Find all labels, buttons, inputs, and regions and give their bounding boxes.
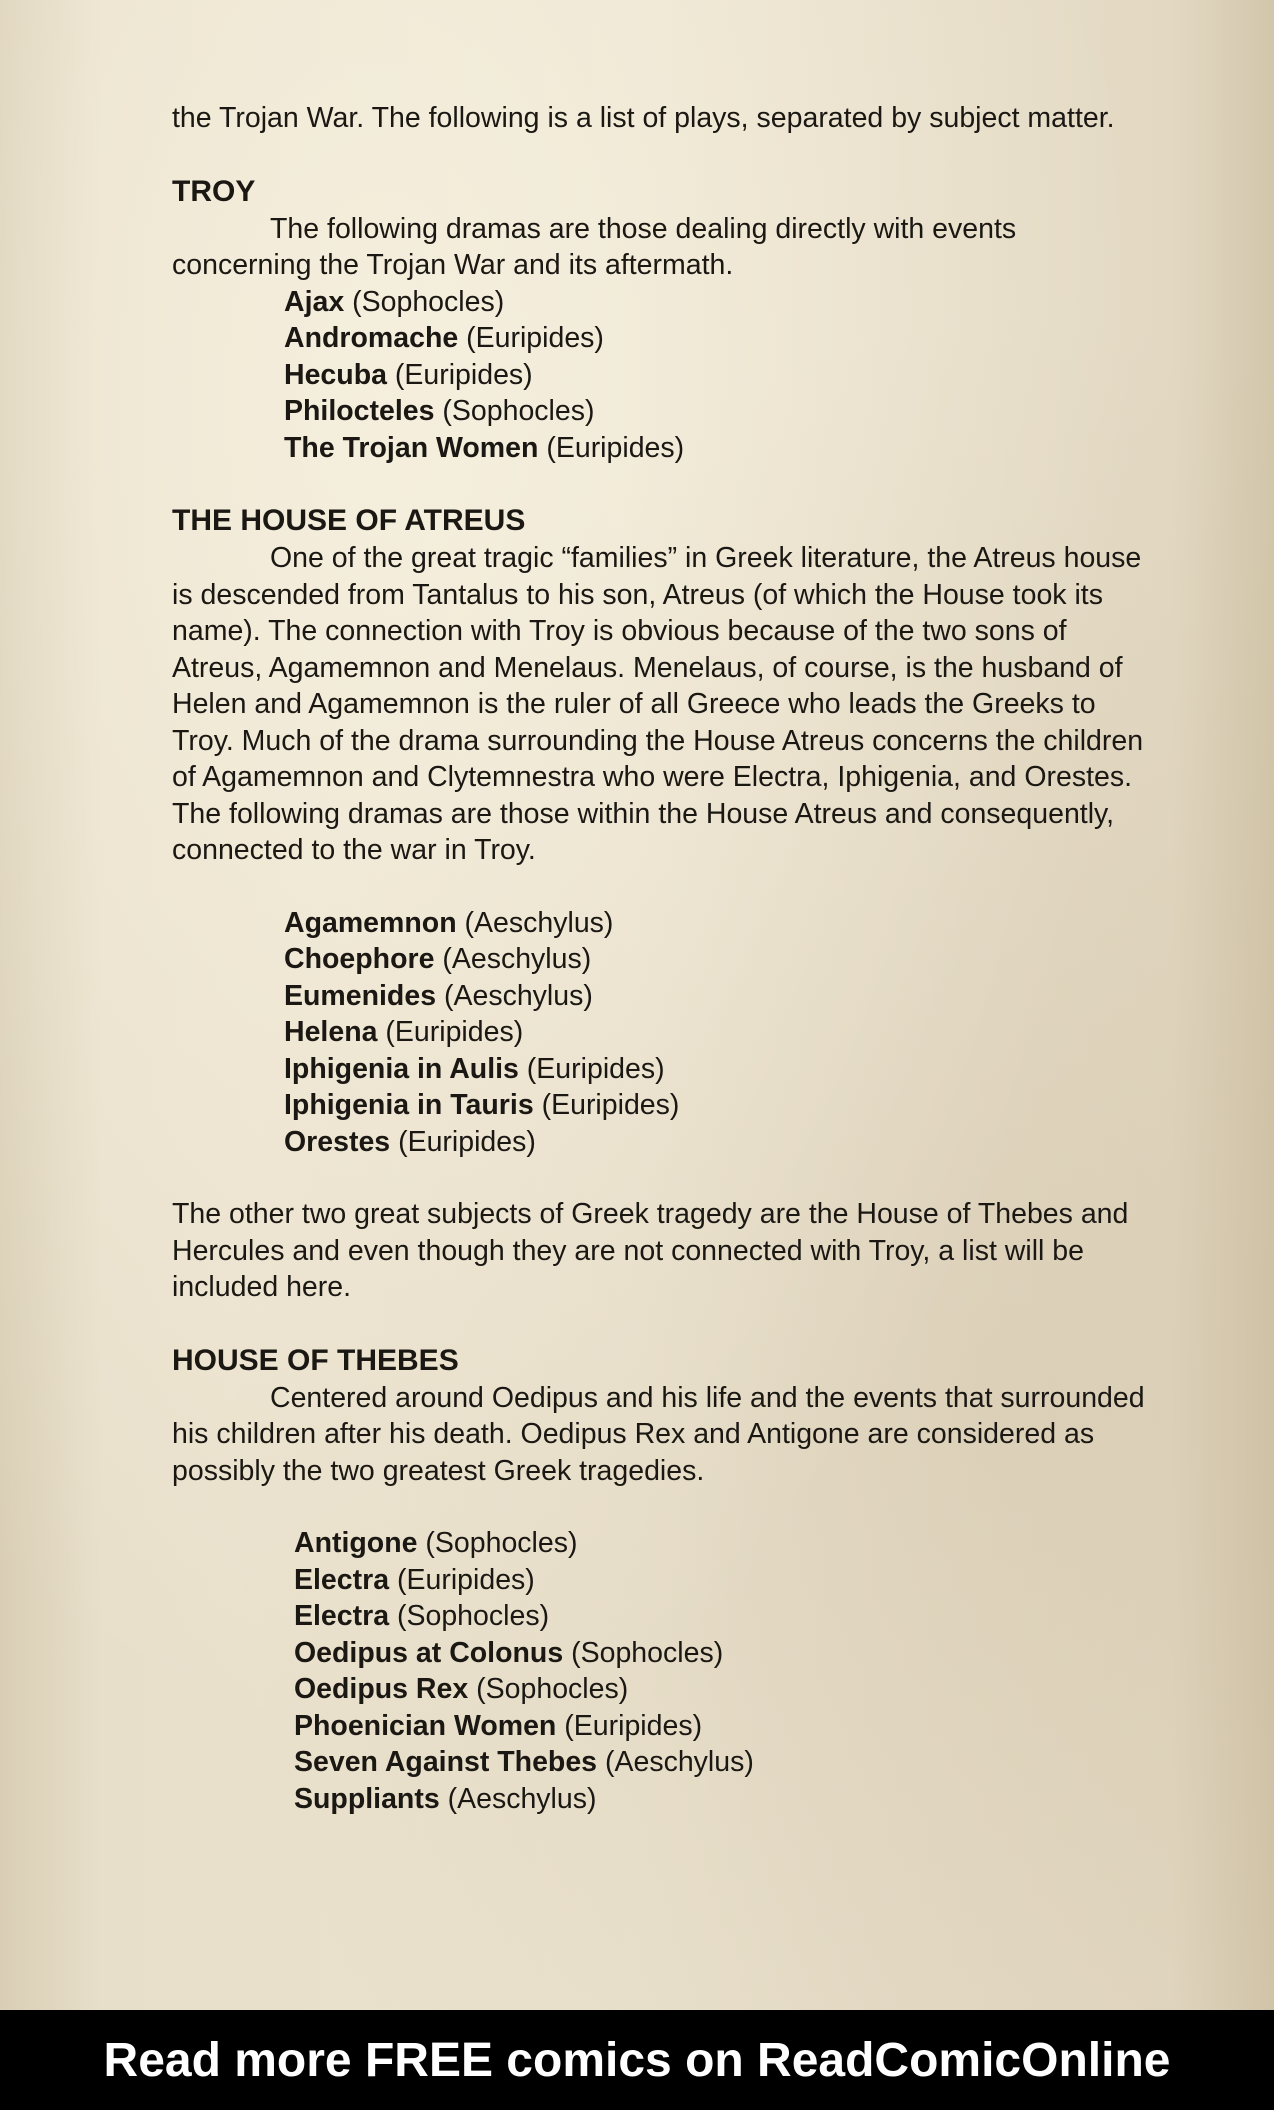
section-heading: TROY <box>172 174 256 208</box>
play-author: (Euripides) <box>394 358 533 391</box>
play-list <box>172 905 1152 1161</box>
intro-paragraph: the Trojan War. The following is a list of plays, separated by subject matter. <box>172 102 1115 134</box>
play-author: (Aeschylus) <box>443 979 593 1012</box>
play-title: Orestes <box>284 1125 391 1158</box>
play-title: Iphigenia in Tauris <box>284 1089 534 1121</box>
play-list <box>172 1525 1152 1817</box>
play-author: (Sophocles) <box>571 1636 724 1669</box>
play-author: (Euripides) <box>396 1563 535 1596</box>
section-house-of-atreus <box>172 502 1152 1160</box>
document-text <box>172 100 1152 1817</box>
play-title: Philocteles <box>284 395 435 427</box>
play-author: (Aeschylus) <box>442 943 592 975</box>
play-title: Iphigenia in Aulis <box>284 1052 519 1085</box>
section-body: Centered around Oedipus and his life and the events that surrounded his children after his death. Oedipus Rex and Antigone are considered as possibly the two greatest Greek tragedies. <box>172 1381 1145 1487</box>
play-author: (Sophocles) <box>476 1673 629 1705</box>
play-item <box>284 357 1152 394</box>
play-title: Electra <box>294 1600 390 1632</box>
section-house-of-thebes <box>172 1342 1152 1818</box>
play-author: (Euripides) <box>564 1709 703 1742</box>
play-item <box>284 978 1152 1015</box>
play-title: Antigone <box>294 1527 418 1559</box>
play-item <box>284 1087 1152 1124</box>
play-item <box>284 430 1152 467</box>
play-author: (Euripides) <box>466 322 604 354</box>
play-author: (Euripides) <box>385 1016 524 1048</box>
section-body: One of the great tragic “families” in Greek literature, the Atreus house is descended from Tantalus to his son, Atreus (of which the House took its name). The connection with Troy is obvious because of the two sons of Atreus, Agamemnon and Menelaus. Menelaus, of course, is the husband of Helen and Agamemnon is the ruler of all Greece who leads the Greeks to Troy. Much of the drama surrounding the House Atreus concerns the children of Agamemnon and Clytemnestra who were Electra, Iphigenia, and Orestes. The following dramas are those within the House Atreus and consequently, connected to the war in Troy. <box>172 542 1144 866</box>
play-title: The Trojan Women <box>284 431 539 464</box>
section-body: The following dramas are those dealing directly with events concerning the Trojan War and its aftermath. <box>172 212 1017 281</box>
play-item <box>294 1525 1152 1562</box>
play-title: Helena <box>284 1016 378 1048</box>
play-item <box>294 1635 1152 1672</box>
play-list <box>172 284 1152 467</box>
play-author: (Euripides) <box>546 431 685 464</box>
play-author: (Aeschylus) <box>447 1782 597 1815</box>
play-author: (Aeschylus) <box>604 1746 754 1778</box>
play-author: (Sophocles) <box>396 1600 550 1632</box>
play-item <box>294 1598 1152 1635</box>
play-author: (Sophocles) <box>425 1527 578 1559</box>
play-title: Oedipus Rex <box>294 1673 469 1705</box>
play-item <box>284 1051 1152 1088</box>
play-item <box>284 320 1152 357</box>
play-title: Ajax <box>284 285 345 318</box>
play-title: Suppliants <box>294 1782 440 1815</box>
play-item <box>294 1781 1152 1818</box>
play-author: (Euripides) <box>526 1052 665 1085</box>
play-author: (Euripides) <box>398 1125 536 1158</box>
play-item <box>294 1671 1152 1708</box>
play-title: Andromache <box>284 322 459 354</box>
section-troy <box>172 173 1152 467</box>
play-author: (Euripides) <box>541 1089 680 1121</box>
play-title: Hecuba <box>284 358 387 391</box>
play-item <box>294 1562 1152 1599</box>
footer-link[interactable]: Read more FREE comics on ReadComicOnline <box>103 2033 1171 2087</box>
section-heading: THE HOUSE OF ATREUS <box>172 504 526 537</box>
play-item <box>284 905 1152 942</box>
play-item <box>294 1708 1152 1745</box>
footer-banner[interactable] <box>0 2010 1274 2110</box>
play-author: (Sophocles) <box>352 285 505 318</box>
play-item <box>284 941 1152 978</box>
play-item <box>294 1744 1152 1781</box>
play-title: Electra <box>294 1563 390 1596</box>
play-title: Agamemnon <box>284 906 457 939</box>
play-author: (Sophocles) <box>442 395 595 427</box>
section-heading: HOUSE OF THEBES <box>172 1343 459 1377</box>
play-title: Choephore <box>284 943 435 975</box>
transition-paragraph: The other two great subjects of Greek tragedy are the House of Thebes and Hercules and even though they are not connected with Troy, a list will be included here. <box>172 1198 1129 1303</box>
play-item <box>284 284 1152 321</box>
play-author: (Aeschylus) <box>464 906 614 939</box>
play-title: Seven Against Thebes <box>294 1746 598 1778</box>
play-title: Phoenician Women <box>294 1709 557 1742</box>
play-title: Oedipus at Colonus <box>294 1636 564 1669</box>
play-item <box>284 1014 1152 1051</box>
play-item <box>284 1124 1152 1161</box>
play-title: Eumenides <box>284 979 437 1012</box>
play-item <box>284 393 1152 430</box>
